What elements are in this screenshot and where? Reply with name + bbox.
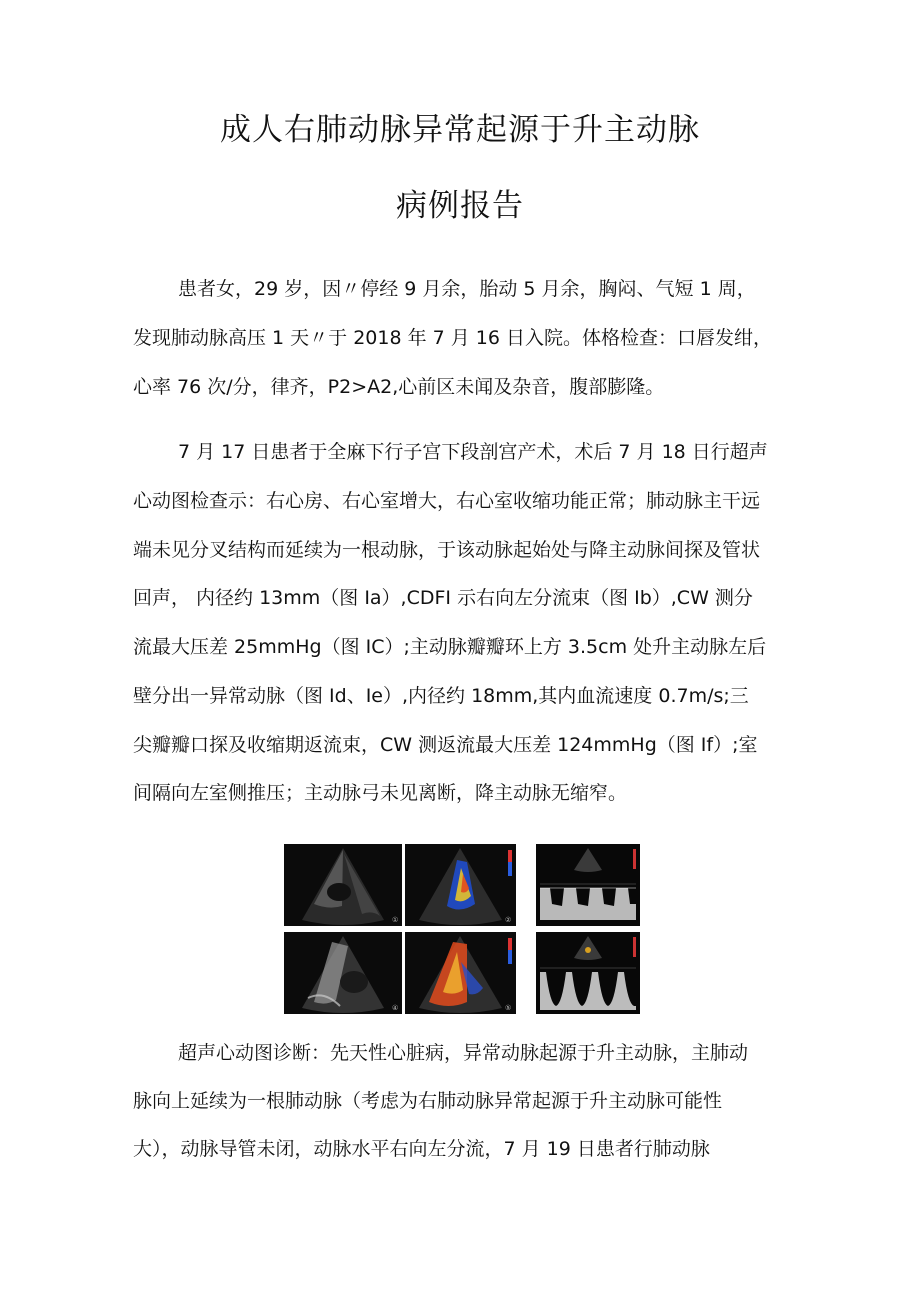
- paragraph-3-line-1: 超声心动图诊断：先天性心脏病，异常动脉起源于升主动脉，主肺动: [178, 1042, 749, 1064]
- figure-panel-1c: [536, 844, 640, 926]
- paragraph-1-line-3: 心率 76 次/分，律齐，P2>A2,心前区未闻及杂音，腹部膨隆。: [133, 376, 665, 398]
- paragraph-2-line-4: 回声， 内径约 13mm（图 Ia）,CDFI 示右向左分流束（图 Ib）,CW 测分: [133, 587, 753, 609]
- paragraph-2-line-5: 流最大压差 25mmHg（图 IC）;主动脉瓣瓣环上方 3.5cm 处升主动脉左后: [133, 636, 767, 658]
- panel-marker-1d: ④: [392, 1004, 399, 1012]
- figure-panel-1e: [405, 932, 516, 1014]
- paragraph-2-line-7: 尖瓣瓣口探及收缩期返流束，CW 测返流最大压差 124mmHg（图 If）;室: [133, 734, 758, 756]
- figure-panel-1b: [405, 844, 516, 926]
- panel-marker-1e: ⑤: [505, 1004, 512, 1012]
- paragraph-2-line-1: 7 月 17 日患者于全麻下行子宫下段剖宫产术，术后 7 月 18 日行超声: [178, 441, 768, 463]
- paragraph-1-line-1: 患者女，29 岁，因〃停经 9 月余，胎动 5 月余，胸闷、气短 1 周，: [178, 278, 756, 300]
- echocardiogram-figure: [284, 844, 640, 1014]
- paragraph-2-line-6: 壁分出一异常动脉（图 Id、Ie）,内径约 18mm,其内血流速度 0.7m/s;三: [133, 685, 749, 707]
- paragraph-1-line-2: 发现肺动脉高压 1 天〃于 2018 年 7 月 16 日入院。体格检查：口唇发绀，: [133, 327, 773, 349]
- figure-panel-1d: [284, 932, 402, 1014]
- paragraph-2-line-3: 端未见分叉结构而延续为一根动脉，于该动脉起始处与降主动脉间探及管状: [133, 539, 761, 561]
- paragraph-3-line-3: 大），动脉导管未闭，动脉水平右向左分流，7 月 19 日患者行肺动脉: [133, 1138, 710, 1160]
- paragraph-2-line-8: 间隔向左室侧推压；主动脉弓未见离断，降主动脉无缩窄。: [133, 782, 628, 804]
- panel-marker-1a: ①: [392, 916, 399, 924]
- paragraph-2-line-2: 心动图检查示：右心房、右心室增大，右心室收缩功能正常；肺动脉主干远: [133, 490, 761, 512]
- panel-marker-1b: ②: [505, 916, 512, 924]
- figure-panel-1a: [284, 844, 402, 926]
- title-line-2: 病例报告: [396, 188, 524, 224]
- title-line-1: 成人右肺动脉异常起源于升主动脉: [220, 112, 700, 148]
- figure-panel-1f: [536, 932, 640, 1014]
- paragraph-3-line-2: 脉向上延续为一根肺动脉（考虑为右肺动脉异常起源于升主动脉可能性: [133, 1090, 723, 1112]
